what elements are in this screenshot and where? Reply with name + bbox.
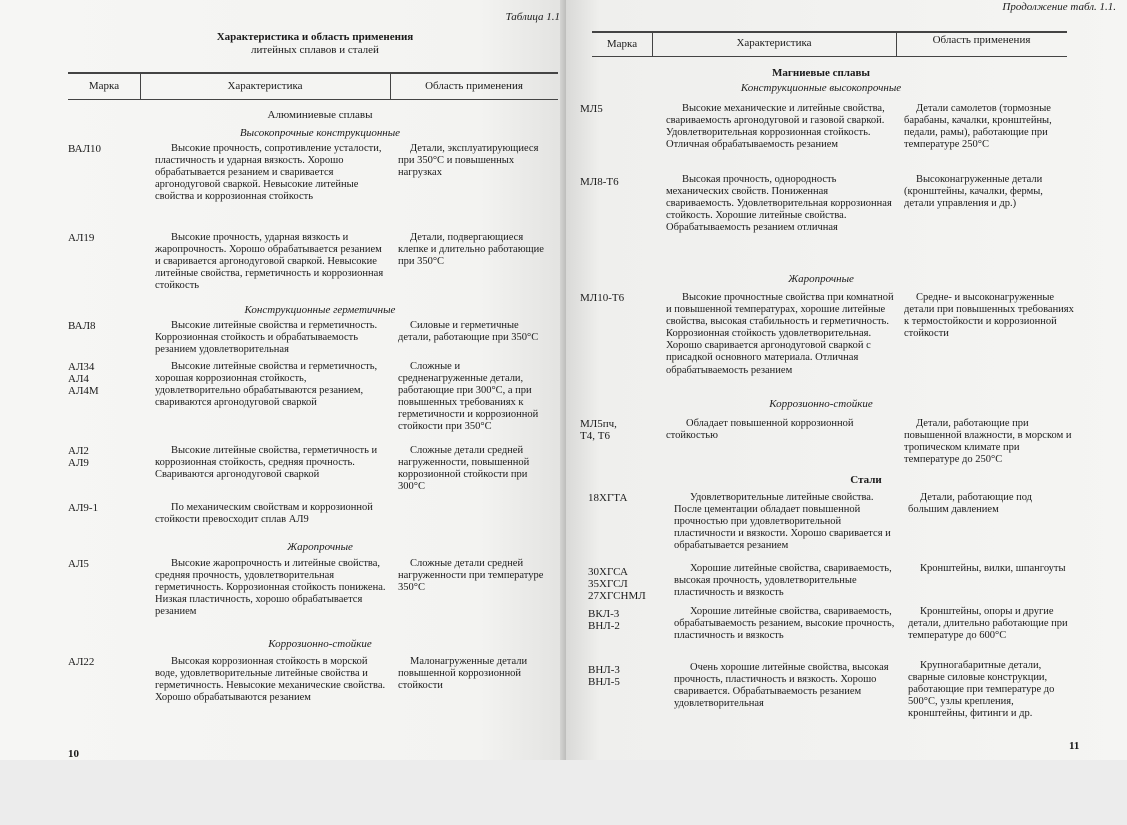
row-application: Крупногабаритные детали, сварные силовые конструкции, работающие при температуре до 500°С, узлы крепления, кронштейны, фитинги и др. — [908, 660, 1055, 720]
row-brand: МЛ5пч, Т4, Т6 — [580, 418, 617, 442]
row-description: Высокие жаропрочность и литейные свойства, средняя прочность, удовлетворительная герметичность. Коррозионная стойкость понижена. Низкая пластичность, хорошо обрабатывается резанием — [155, 558, 386, 618]
row-brand: АЛ9-1 — [68, 502, 99, 514]
row-application: Сложные детали средней нагруженности, повышенной коррозионной стойкости при 300°С — [398, 445, 530, 493]
subsection-title: Высокопрочные конструкционные — [239, 127, 401, 139]
section-title: Стали — [850, 474, 882, 486]
right-page — [566, 0, 1127, 760]
header-characteristic: Характеристика — [736, 37, 812, 49]
table-number: Таблица 1.1 — [505, 11, 560, 23]
row-application: Средне- и высоконагруженные детали при повышенных требованиях к термостойкости и коррозионной стойкости — [904, 292, 1074, 340]
header-application: Область применения — [932, 34, 1031, 46]
row-application: Силовые и герметичные детали, работающие при 350°С — [398, 320, 539, 344]
row-description: Очень хорошие литейные свойства, высокая прочность, пластичность и вязкость. Хорошо сваривается. Обрабатываемость резанием удовлетворительная — [674, 662, 889, 710]
row-application: Кронштейны, опоры и другие детали, длительно работающие при температуре до 600°С — [908, 606, 1068, 642]
row-brand: 30ХГСА 35ХГСЛ 27ХГСНМЛ — [588, 566, 646, 602]
header-application: Область применения — [425, 80, 523, 92]
row-brand: АЛ19 — [68, 232, 95, 244]
header-brand: Марка — [88, 80, 120, 92]
row-application: Детали самолетов (тормозные барабаны, качалки, кронштейны, педали, рамы), работающие при температуре 250°С — [904, 103, 1052, 151]
section-title: Алюминиевые сплавы — [267, 109, 373, 121]
subsection-title: Жаропрочные — [788, 273, 854, 285]
row-brand: АЛ22 — [68, 656, 95, 668]
row-description: Высокие прочность, сопротивление усталости, пластичность и ударная вязкость. Хорошо обрабатывается резанием и сваривается аргонодуговой сваркой. Невысокие литейные свойства и коррозионная стойкость — [155, 143, 382, 203]
row-brand: АЛ5 — [68, 558, 89, 570]
row-description: Высокие литейные свойства, герметичность и коррозионная стойкость, средняя прочность. Свариваются аргонодуговой сваркой — [155, 445, 378, 481]
row-application: Кронштейны, вилки, шпангоуты — [920, 563, 1066, 574]
row-application: Детали, подвергающиеся клепке и длительно работающие при 350°С — [398, 232, 544, 268]
row-application: Сложные и средненагруженные детали, работающие при 300°С, а при повышенных требованиях к герметичности и коррозионной стойкости при 350°С — [398, 361, 539, 433]
header-characteristic: Характеристика — [227, 80, 303, 92]
row-description: Высокие литейные свойства и герметичность, хорошая коррозионная стойкость, удовлетворительно обрабатываются резанием, свариваются аргонодуговой сваркой — [155, 361, 378, 409]
subsection-title: Жаропрочные — [287, 541, 353, 553]
row-description: По механическим свойствам и коррозионной стойкости превосходит сплав АЛ9 — [155, 502, 373, 526]
row-application: Детали, работающие при повышенной влажности, в морском и тропическом климате при температуре до 250°С — [904, 418, 1072, 466]
scan-background — [0, 760, 1127, 825]
row-description: Высокие литейные свойства и герметичность. Коррозионная стойкость и обрабатываемость резанием удовлетворительная — [155, 320, 378, 356]
header-bottom-rule — [68, 99, 558, 100]
row-description: Хорошие литейные свойства, свариваемость, обрабатываемость резанием, высокие прочность, пластичность и вязкость — [674, 606, 895, 642]
table-subtitle: литейных сплавов и сталей — [251, 44, 379, 56]
row-description: Удовлетворительные литейные свойства. После цементации обладает повышенной прочностью при удовлетворительной пластичности и вязкости. Хорошо сваривается и обрабатывается резанием — [674, 492, 891, 552]
row-description: Хорошие литейные свойства, свариваемость, высокая прочность, удовлетворительные пластичность и вязкость — [674, 563, 892, 599]
row-description: Высокая прочность, однородность механических свойств. Пониженная свариваемость. Удовлетворительная коррозионная стойкость. Хорошие литейные свойства. Обрабатываемость резанием отличная — [666, 174, 892, 234]
page-number: 10 — [68, 748, 79, 760]
row-application: Детали, эксплуатирующиеся при 350°С и повышенных нагрузках — [398, 143, 539, 179]
row-brand: ВАЛ10 — [68, 143, 102, 155]
row-brand: ВАЛ8 — [68, 320, 96, 332]
row-application: Малонагруженные детали повышенной коррозионной стойкости — [398, 656, 528, 692]
row-description: Высокие механические и литейные свойства, свариваемость аргонодуговой и газовой сваркой. Удовлетворительная коррозионная стойкость. Отличная обрабатываемость резанием — [666, 103, 885, 151]
subsection-title: Коррозионно-стойкие — [268, 638, 372, 650]
row-brand: ВКЛ-3 ВНЛ-2 — [588, 608, 620, 632]
row-description: Высокие прочностные свойства при комнатной и повышенной температурах, хорошие литейные свойства, высокая стабильность и герметичность. Коррозионная стойкость удовлетворительная. Хорошо сваривается аргонодуговой сваркой с присадкой основного материала. Отличная обрабатываемость резанием — [666, 292, 894, 376]
subsection-title: Конструкционные высокопрочные — [740, 82, 902, 94]
row-brand: 18ХГТА — [588, 492, 628, 504]
row-brand: ВНЛ-3 ВНЛ-5 — [588, 664, 620, 688]
page-number: 11 — [1069, 740, 1080, 752]
row-application: Детали, работающие под большим давлением — [908, 492, 1033, 516]
row-brand: АЛ2 АЛ9 — [68, 445, 89, 469]
row-description: Высокие прочность, ударная вязкость и жаропрочность. Хорошо обрабатывается резанием и сваривается аргонодуговой сваркой. Невысокие литейные свойства, герметичность и коррозионная стойкость — [155, 232, 384, 292]
row-application: Высоконагруженные детали (кронштейны, качалки, фермы, детали управления и др.) — [904, 174, 1043, 210]
row-brand: МЛ8-Т6 — [580, 176, 619, 188]
row-application: Сложные детали средней нагруженности при температуре 350°С — [398, 558, 544, 594]
header-top-rule — [592, 31, 1067, 33]
row-brand: МЛ10-Т6 — [580, 292, 625, 304]
header-top-rule — [68, 72, 558, 74]
header-bottom-rule — [592, 56, 1067, 57]
row-description: Высокая коррозионная стойкость в морской воде, удовлетворительные литейные свойства и герметичность. Невысокие механические свойства. Хорошо обрабатываются резанием — [155, 656, 386, 704]
table-title: Характеристика и область применения — [216, 31, 414, 43]
header-brand: Марка — [606, 38, 638, 50]
row-brand: МЛ5 — [580, 103, 603, 115]
continuation-label: Продолжение табл. 1.1. — [1002, 1, 1116, 13]
left-page — [0, 0, 566, 760]
row-brand: АЛ34 АЛ4 АЛ4М — [68, 361, 99, 397]
subsection-title: Конструкционные герметичные — [244, 304, 396, 316]
section-title: Магниевые сплавы — [771, 67, 871, 79]
subsection-title: Коррозионно-стойкие — [769, 398, 873, 410]
row-description: Обладает повышенной коррозионной стойкостью — [666, 418, 854, 442]
